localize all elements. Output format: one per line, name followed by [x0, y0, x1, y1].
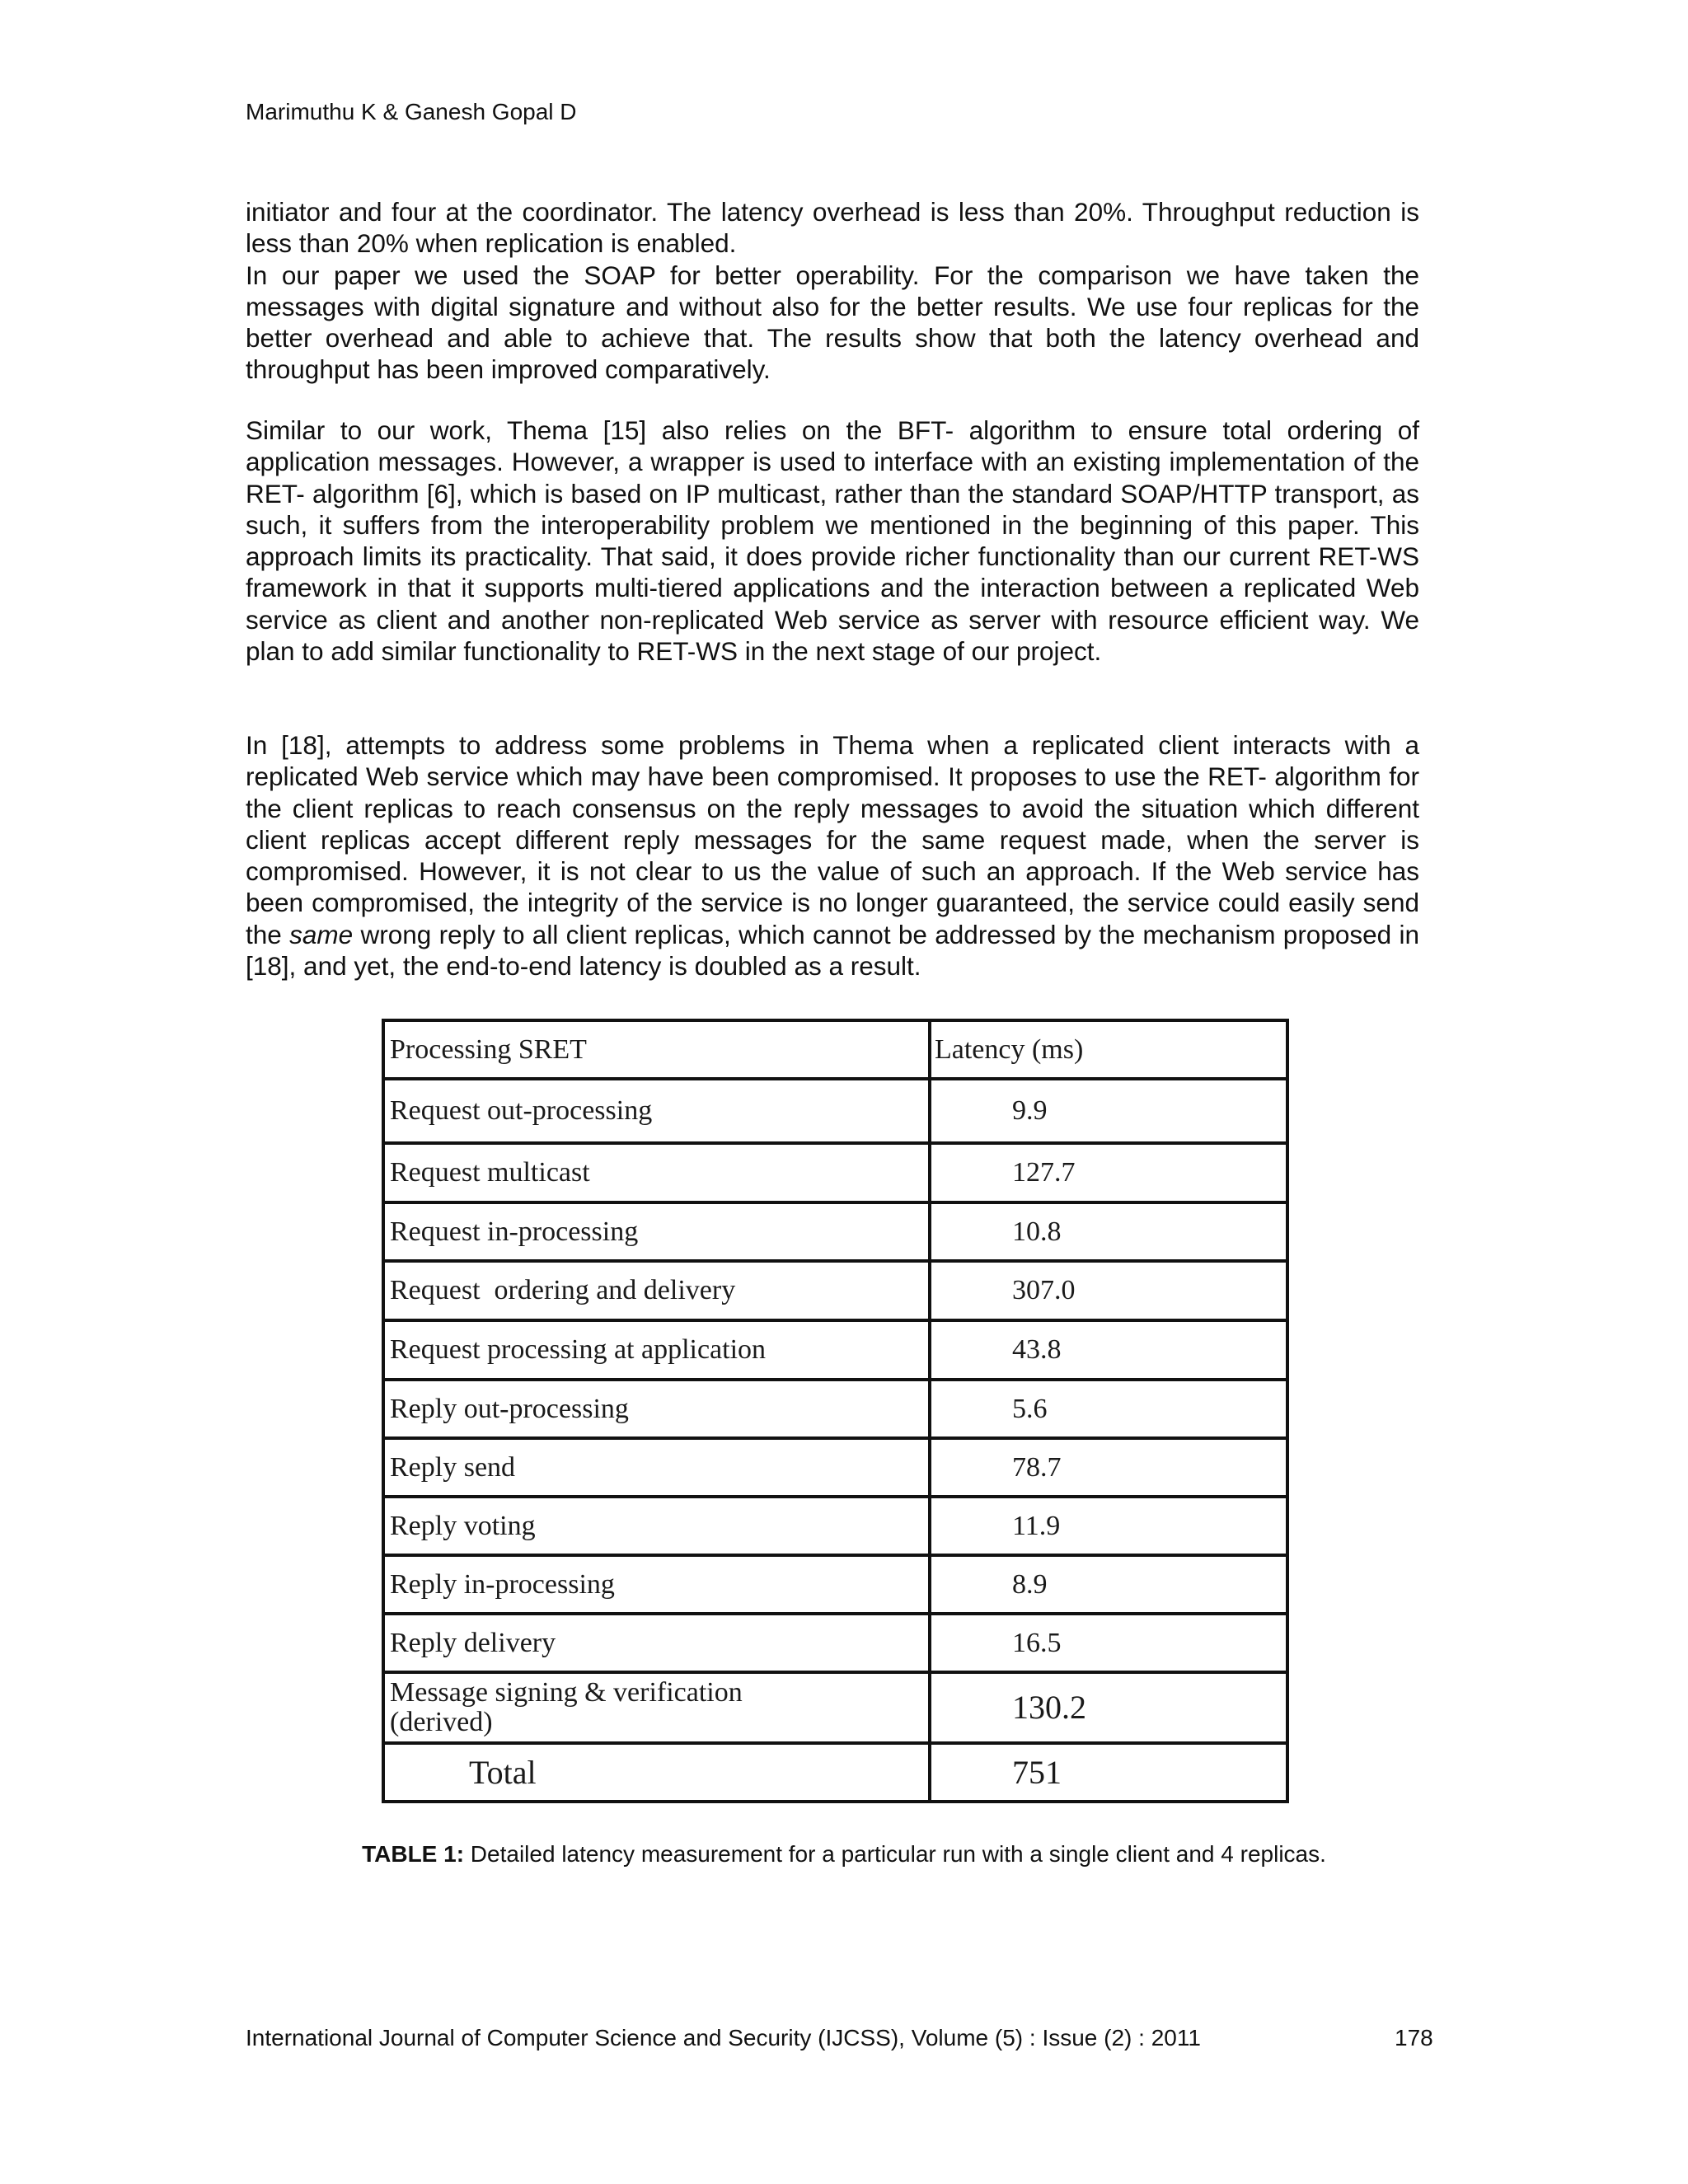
paragraph-ref18-emphasis: same: [289, 919, 354, 949]
running-header-authors: Marimuthu K & Ganesh Gopal D: [246, 99, 577, 124]
table-caption: [0, 1840, 1688, 1869]
table-cell-label: Request processing at application: [383, 1320, 930, 1380]
table-caption-text: Detailed latency measurement for a particular run with a single client and 4 replicas.: [464, 1841, 1326, 1867]
table-row: [383, 1320, 1287, 1380]
footer-journal-citation: International Journal of Computer Science and Security (IJCSS), Volume (5) : Issue (2) : 2011: [246, 2025, 1201, 2050]
table-cell-label: Request multicast: [383, 1143, 930, 1202]
table-header-processing: Processing SRET: [383, 1020, 930, 1079]
table-header-latency: Latency (ms): [930, 1020, 1287, 1079]
table-cell-total-value: 751: [930, 1743, 1287, 1802]
table-cell-label-signing: [383, 1672, 930, 1743]
paragraph-block-intro: [246, 196, 1419, 386]
table-cell-label: Reply voting: [383, 1497, 930, 1555]
table-cell-latency: 9.9: [930, 1079, 1287, 1143]
table-cell-latency-signing: 130.2: [930, 1672, 1287, 1743]
table-cell-label: Request out-processing: [383, 1079, 930, 1143]
table-cell-label: Reply out-processing: [383, 1380, 930, 1438]
table-row: [383, 1497, 1287, 1555]
table-cell-label: Reply send: [383, 1438, 930, 1497]
table-cell-latency: 127.7: [930, 1143, 1287, 1202]
table-row-total: [383, 1743, 1287, 1802]
table-cell-latency: 307.0: [930, 1261, 1287, 1320]
table-cell-label: Request ordering and delivery: [383, 1261, 930, 1320]
table-cell-latency: 5.6: [930, 1380, 1287, 1438]
paragraph-ref18-part2: wrong reply to all client replicas, which cannot be addressed by the mechanism proposed in [18], and yet, the end-to-end latency is doubled as a result.: [246, 919, 1419, 982]
table-caption-label: TABLE 1:: [362, 1841, 465, 1867]
table-row: [383, 1261, 1287, 1320]
paragraph-block-thema: [246, 415, 1419, 667]
table-row: [383, 1555, 1287, 1614]
table-cell-latency: 10.8: [930, 1202, 1287, 1261]
signing-label-line2: (derived): [390, 1707, 493, 1737]
paragraph-our-paper: In our paper we used the SOAP for better operability. For the comparison we have taken the messages with digital signature and without also for the better results. We use four replicas for the better overhead and able to achieve that. The results show that both the latency overhead and throughput has been improved comparatively.: [246, 260, 1419, 385]
table-cell-label: Reply in-processing: [383, 1555, 930, 1614]
paragraph-ref18: [246, 729, 1419, 982]
table-cell-latency: 8.9: [930, 1555, 1287, 1614]
table-row: [383, 1079, 1287, 1143]
paragraph-latency-overhead: initiator and four at the coordinator. The latency overhead is less than 20%. Throughput reduction is less than 20% when replication is enabled.: [246, 197, 1419, 259]
latency-table: [382, 1019, 1289, 1803]
table-row: [383, 1614, 1287, 1672]
table-cell-total-label: Total: [383, 1743, 930, 1802]
table-cell-latency: 78.7: [930, 1438, 1287, 1497]
signing-label-line1: Message signing & verification: [390, 1677, 743, 1708]
table-header-row: [383, 1020, 1287, 1079]
table-cell-latency: 16.5: [930, 1614, 1287, 1672]
table-cell-label: Reply delivery: [383, 1614, 930, 1672]
footer-page-number: 178: [1395, 2025, 1433, 2050]
table-row-signing: [383, 1672, 1287, 1743]
table-row: [383, 1202, 1287, 1261]
paragraph-thema: Similar to our work, Thema [15] also relies on the BFT- algorithm to ensure total ordering of application messages. However, a wrapper is used to interface with an existing implementation of the RET- algorithm [6], which is based on IP multicast, rather than the standard SOAP/HTTP transport, as such, it suffers from the interoperability problem we mentioned in the beginning of this paper. This approach limits its practicality. That said, it does provide richer functionality than our current RET-WS framework in that it supports multi-tiered applications and the interaction between a replicated Web service as client and another non-replicated Web service as server with resource efficient way. We plan to add similar functionality to RET-WS in the next stage of our project.: [246, 415, 1419, 667]
paragraph-block-ref18: [246, 729, 1419, 982]
table-cell-label: Request in-processing: [383, 1202, 930, 1261]
table-row: [383, 1143, 1287, 1202]
table-row: [383, 1380, 1287, 1438]
table-row: [383, 1438, 1287, 1497]
paragraph-ref18-part1: In [18], attempts to address some problems in Thema when a replicated client interacts with a replicated Web service which may have been compromised. It proposes to use the RET- algorithm for the client replicas to reach consensus on the reply messages to avoid the situation which different client replicas accept different reply messages for the same request made, when the server is compromised. However, it is not clear to us the value of such an approach. If the Web service has been compromised, the integrity of the service is no longer guaranteed, the service could easily send the: [246, 730, 1419, 949]
table-cell-latency: 11.9: [930, 1497, 1287, 1555]
table-cell-latency: 43.8: [930, 1320, 1287, 1380]
latency-table-container: [382, 1019, 1286, 1803]
